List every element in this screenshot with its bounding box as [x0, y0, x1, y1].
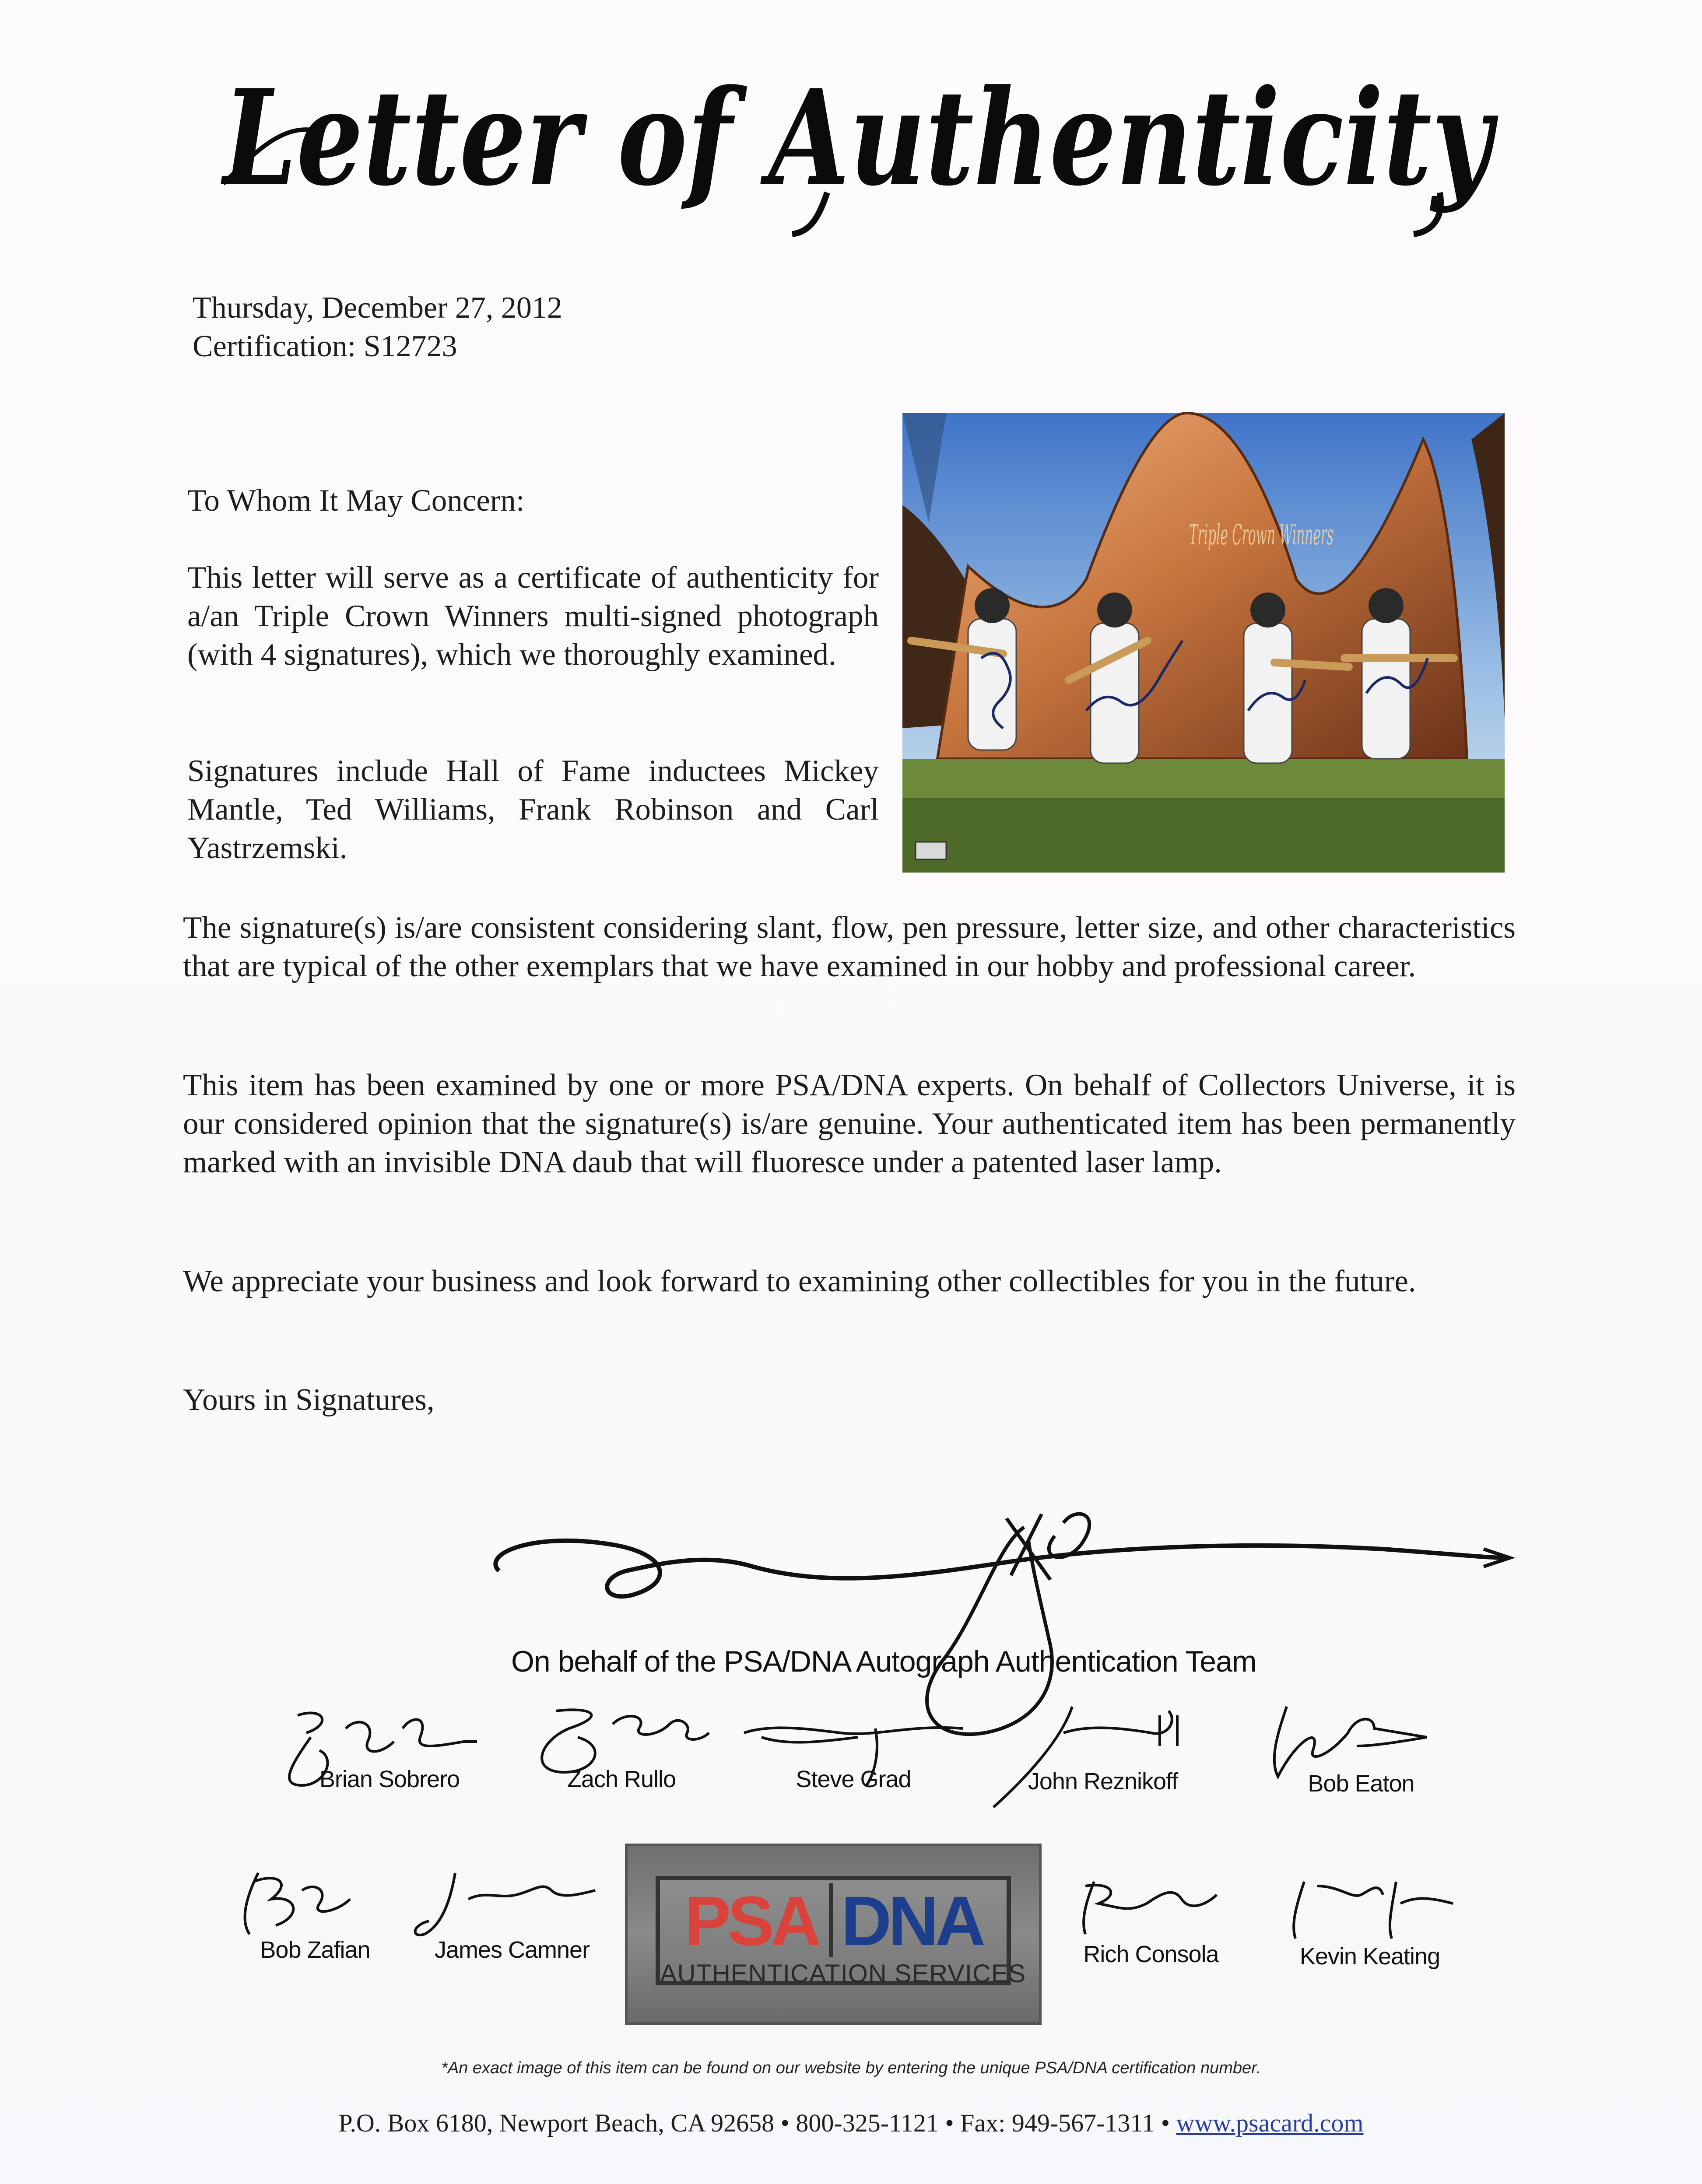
signer-name: Rich Consola — [1083, 1941, 1219, 1967]
paragraph-1: This letter will serve as a certificate of authenticity for a/an Triple Crown Winners multi-signed photograph (with 4 signatures), which we thoroughly examined. — [187, 561, 879, 672]
signer-steve-grad — [735, 1698, 972, 1829]
paragraph-3: The signature(s) is/are consistent considering slant, flow, pen pressure, letter size, and other characteristics that are typical of the other exemplars that we have examined in our hobby and professional career. — [183, 911, 1516, 983]
signer-name: Zach Rullo — [567, 1766, 676, 1792]
title-script: Letter of Authenticity — [220, 60, 1499, 215]
address-text: P.O. Box 6180, Newport Beach, CA 92658 • 800-325-1121 • Fax: 949-567-1311 • — [338, 2109, 1170, 2137]
logo-dna-text: DNA — [841, 1882, 983, 1960]
signer-james-camner — [394, 1864, 630, 1995]
logo-subtitle: AUTHENTICATION SERVICES — [660, 1960, 1026, 1988]
paragraph-5: We appreciate your business and look forward to examining other collectibles for you in the future. — [183, 1264, 1416, 1298]
signer-name: James Camner — [434, 1937, 590, 1963]
salutation: To Whom It May Concern: — [187, 484, 525, 518]
psa-dna-logo — [625, 1844, 1042, 2025]
item-photograph — [902, 413, 1505, 873]
closing: Yours in Signatures, — [183, 1383, 435, 1417]
signer-kevin-keating — [1252, 1868, 1488, 2000]
signer-name: John Reznikoff — [1028, 1768, 1178, 1795]
letter-meta — [193, 289, 562, 366]
signer-zach-rullo — [503, 1698, 740, 1829]
signer-name: Bob Zafian — [260, 1937, 370, 1963]
signer-rich-consola — [1033, 1868, 1269, 2000]
signer-name: Kevin Keating — [1299, 1943, 1440, 1970]
letter-title — [206, 53, 1510, 236]
signer-name: Bob Eaton — [1308, 1770, 1414, 1797]
signer-brian-sobrero — [271, 1698, 508, 1829]
signer-john-reznikoff — [985, 1698, 1221, 1829]
certification-number: Certification: S12723 — [193, 330, 457, 363]
logo-psa-text: PSA — [684, 1882, 818, 1960]
website-link[interactable]: www.psacard.com — [1176, 2109, 1364, 2137]
signer-name: Brian Sobrero — [319, 1766, 460, 1792]
paragraph-4: This item has been examined by one or more PSA/DNA experts. On behalf of Collectors Universe, it is our considered opinion that the signature(s) is/are genuine. Your authenticated item has been permanently marked with an invisible DNA daub that will fluoresce under a patented laser lamp. — [183, 1068, 1516, 1179]
photo-crown-logo: Triple Crown Winners — [1189, 519, 1334, 551]
footer-address — [0, 2108, 1702, 2138]
authentication-team-line: On behalf of the PSA/DNA Autograph Authentication Team — [511, 1645, 1256, 1678]
paragraph-2: Signatures include Hall of Fame inductees Mickey Mantle, Ted Williams, Frank Robinson and Carl Yastrzemski. — [187, 754, 879, 865]
signer-name: Steve Grad — [796, 1766, 911, 1792]
signer-bob-eaton — [1243, 1698, 1479, 1829]
letter-date: Thursday, December 27, 2012 — [193, 291, 562, 325]
footnote: *An exact image of this item can be found on our website by entering the unique PSA/DNA certification number. — [441, 2059, 1261, 2077]
